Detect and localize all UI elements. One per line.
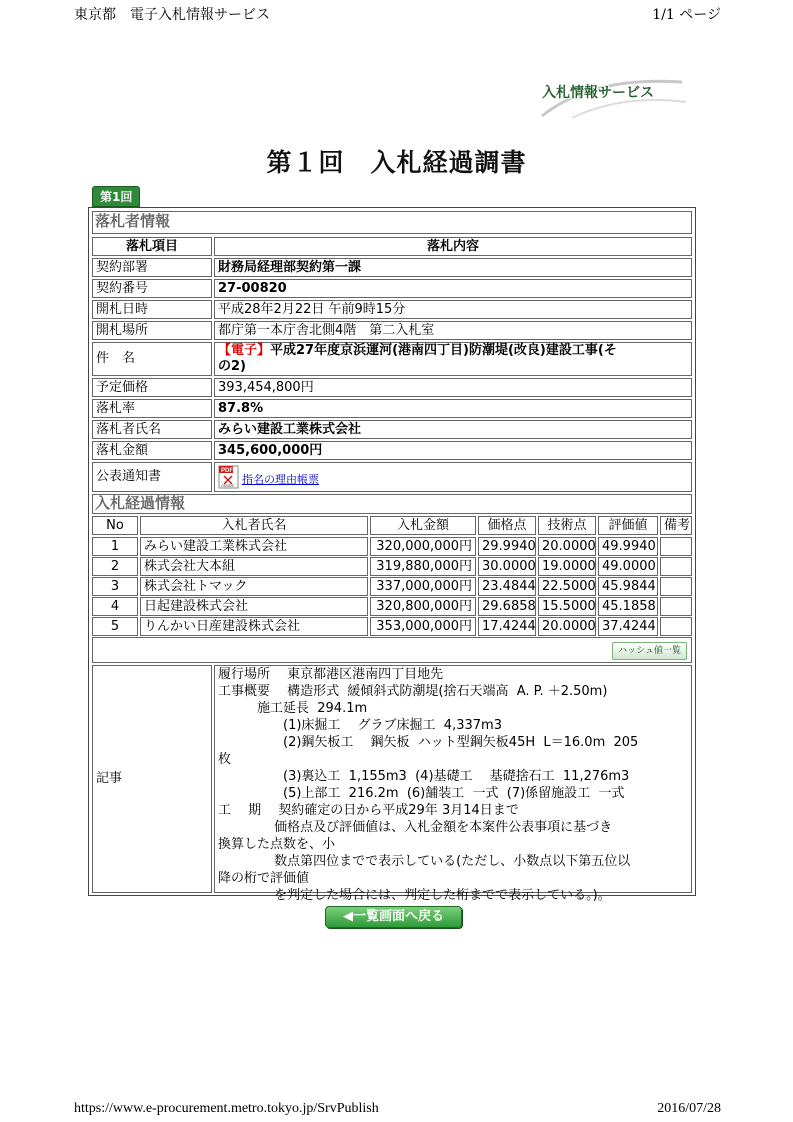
bid-row-3-remarks: [660, 577, 692, 596]
subject-label: 件 名: [92, 342, 212, 376]
notes-line: (5)上部工 216.2m (6)舗装工 一式 (7)係留施設工 一式: [218, 786, 625, 801]
bidder-section-heading: 落札者情報: [92, 211, 692, 234]
bid-row-4-tech-score: 15.5000: [538, 597, 596, 616]
bid-row-1-eval-value: 49.9940: [598, 537, 658, 556]
notice-value: [214, 462, 692, 492]
subject-text-cont: の2): [218, 359, 246, 374]
bid-row-3-price-score: 23.4844: [478, 577, 536, 596]
open-place-label: 開札場所: [92, 321, 212, 340]
notes-body: [214, 665, 692, 903]
bid-row-1-tech-score: 20.0000: [538, 537, 596, 556]
bid-row-2-eval-value: 49.0000: [598, 557, 658, 576]
notes-line: 数点第四位までで表示している(ただし、小数点以下第五位以: [218, 854, 631, 869]
bid-row-2-bid-no: 2: [92, 557, 138, 576]
pdf-icon[interactable]: [218, 465, 239, 489]
notes-lines: [218, 666, 690, 904]
hash-row: [92, 637, 692, 663]
col-item-header: 落札項目: [92, 237, 212, 256]
notes-line: を判定した場合には、判定した桁までで表示している。)。: [218, 888, 611, 903]
round-tab[interactable]: 第1回: [92, 186, 140, 207]
electronic-tag: 【電子】: [218, 343, 271, 358]
hash-list-button[interactable]: ハッシュ値一覧: [612, 642, 687, 660]
bid-row-4-eval-value: 45.1858: [598, 597, 658, 616]
bid-row-3-eval-value: 45.9844: [598, 577, 658, 596]
back-to-list-button[interactable]: ◀一覧画面へ戻る: [325, 906, 462, 928]
bid-row-4-bid-amount: 320,800,000円: [370, 597, 476, 616]
bid-row-5-bidder-name: りんかい日産建設株式会社: [140, 617, 368, 636]
bid-row-1-bidder-name: みらい建設工業株式会社: [140, 537, 368, 556]
contract-number-label: 契約番号: [92, 279, 212, 298]
notes-line: 換算した点数を、小: [218, 837, 336, 852]
result-table: [88, 207, 696, 903]
bid-row-4-price-score: 29.6858: [478, 597, 536, 616]
print-header-title: 東京都 電子入札情報サービス: [74, 7, 270, 23]
bid-row-5-price-score: 17.4244: [478, 617, 536, 636]
estimate-value: 393,454,800円: [214, 378, 692, 397]
bid-row-5-tech-score: 20.0000: [538, 617, 596, 636]
open-place-value: 都庁第一本庁舎北側4階 第二入札室: [214, 321, 692, 340]
notes-line: 工 期 契約確定の日から平成29年 3月14日まで: [218, 803, 519, 818]
print-footer: [74, 1101, 721, 1117]
bid-col-price-score: 価格点: [478, 516, 536, 535]
bid-row-5-bid-no: 5: [92, 617, 138, 636]
bid-row-2-price-score: 30.0000: [478, 557, 536, 576]
bid-row-3-bidder-name: 株式会社トマック: [140, 577, 368, 596]
bid-row-5-bid-amount: 353,000,000円: [370, 617, 476, 636]
subject-value: [214, 342, 692, 376]
bid-row-1-bid-amount: 320,000,000円: [370, 537, 476, 556]
notes-line: 履行場所 東京都港区港南四丁目地先: [218, 667, 444, 682]
bid-row-3-bid-amount: 337,000,000円: [370, 577, 476, 596]
amount-label: 落札金額: [92, 441, 212, 460]
notes-line: (1)床掘工 グラブ床掘工 4,337m3: [218, 718, 502, 733]
notes-line: 工事概要 構造形式 緩傾斜式防潮堤(捨石天端高 A. P. ＋2.50m): [218, 684, 608, 699]
pdf-icon-label: PDF: [221, 468, 233, 474]
bid-row-2-tech-score: 19.0000: [538, 557, 596, 576]
bid-row-2-remarks: [660, 557, 692, 576]
print-header-page: 1/1 ページ: [652, 7, 721, 23]
subject-text: 平成27年度京浜運河(港南四丁目)防潮堤(改良)建設工事(そ: [270, 343, 617, 358]
bid-row-4-bid-no: 4: [92, 597, 138, 616]
print-footer-date: 2016/07/28: [657, 1101, 721, 1116]
notes-line: 施工延長 294.1m: [218, 701, 368, 716]
bid-col-name: 入札者氏名: [140, 516, 368, 535]
dept-label: 契約部署: [92, 258, 212, 277]
pdf-icon-sublabel: Adobe: [221, 483, 235, 488]
bid-col-eval: 評価値: [598, 516, 658, 535]
bid-row-4-bidder-name: 日起建設株式会社: [140, 597, 368, 616]
estimate-label: 予定価格: [92, 378, 212, 397]
bid-row-2-bidder-name: 株式会社大本組: [140, 557, 368, 576]
notice-pdf-link[interactable]: 指名の理由帳票: [242, 473, 319, 486]
bid-row-3-tech-score: 22.5000: [538, 577, 596, 596]
rate-label: 落札率: [92, 399, 212, 418]
open-date-label: 開札日時: [92, 300, 212, 319]
notes-line: (3)裏込工 1,155m3 (4)基礎工 基礎捨石工 11,276m3: [218, 769, 630, 784]
bid-row-1-bid-no: 1: [92, 537, 138, 556]
notes-line: (2)鋼矢板工 鋼矢板 ハット型鋼矢板45H L＝16.0m 205: [218, 735, 639, 750]
bid-row-5-remarks: [660, 617, 692, 636]
winner-label: 落札者氏名: [92, 420, 212, 439]
bid-row-2-bid-amount: 319,880,000円: [370, 557, 476, 576]
open-date-value: 平成28年2月22日 午前9時15分: [214, 300, 692, 319]
bid-row-1-remarks: [660, 537, 692, 556]
bid-row-1-price-score: 29.9940: [478, 537, 536, 556]
print-header: [74, 4, 721, 23]
print-footer-url: https://www.e-procurement.metro.tokyo.jp/SrvPublish: [74, 1101, 379, 1116]
winner-value: みらい建設工業株式会社: [214, 420, 692, 439]
page-title: 第１回 入札経過調書: [266, 148, 527, 177]
bid-col-tech-score: 技術点: [538, 516, 596, 535]
bid-col-remarks: 備考: [660, 516, 692, 535]
bid-row-5-eval-value: 37.4244: [598, 617, 658, 636]
rate-value: 87.8%: [214, 399, 692, 418]
dept-value: 財務局経理部契約第一課: [214, 258, 692, 277]
notes-line: 価格点及び評価値は、入札金額を本案件公表事項に基づき: [218, 820, 613, 835]
notes-line: 枚: [218, 752, 232, 767]
amount-value: 345,600,000円: [214, 441, 692, 460]
bid-section-heading: 入札経過情報: [92, 494, 692, 514]
bid-row-4-remarks: [660, 597, 692, 616]
logo-text: 入札情報サービス: [542, 85, 654, 101]
service-logo: [532, 72, 688, 120]
notes-label: 記事: [92, 665, 212, 893]
bid-row-3-bid-no: 3: [92, 577, 138, 596]
notice-label: 公表通知書: [92, 462, 212, 492]
col-content-header: 落札内容: [214, 237, 692, 256]
bid-col-amount: 入札金額: [370, 516, 476, 535]
notes-line: 降の桁で評価値: [218, 871, 310, 886]
bid-col-no: No: [92, 516, 138, 535]
contract-number-value: 27-00820: [214, 279, 692, 298]
